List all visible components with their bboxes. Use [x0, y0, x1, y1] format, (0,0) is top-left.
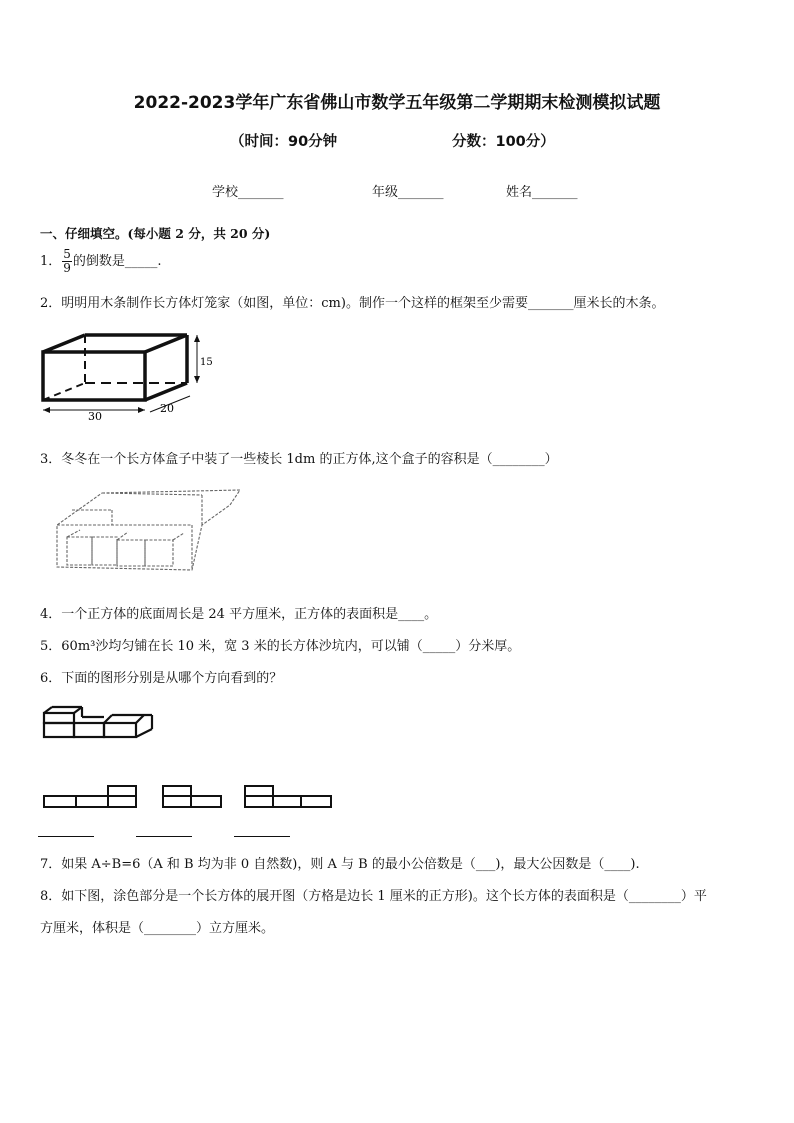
fraction-denominator: 9	[63, 261, 71, 275]
question-4: 4．一个正方体的底面周长是 24 平方厘米，正方体的表面积是____。	[40, 607, 438, 622]
height-label: 15	[200, 357, 213, 368]
exam-score: 分数：100分）	[452, 134, 555, 150]
question-7: 7．如果 A÷B=6（A 和 B 均为非 0 自然数)，则 A 与 B 的最小公倍数是（___)，最大公因数是（____).	[40, 857, 640, 872]
view-figures	[40, 784, 340, 810]
fraction-numerator: 5	[63, 247, 71, 261]
hidden-depth-edge	[43, 383, 85, 400]
name-field: 姓名_______	[506, 185, 578, 200]
question-5: 5．60m³沙均匀铺在长 10 米，宽 3 米的长方体沙坑内，可以铺（_____）分米厚。	[40, 639, 521, 654]
grade-field: 年级_______	[372, 185, 444, 200]
blocks-3d-figure	[40, 705, 160, 741]
question-6: 6．下面的图形分别是从哪个方向看到的？	[40, 671, 283, 686]
open-box-figure	[52, 485, 242, 575]
question-1-text: 的倒数是_____.	[72, 254, 162, 269]
view-1	[44, 786, 136, 807]
cube	[67, 537, 92, 565]
question-8-line-2: 方厘米，体积是（________）立方厘米。	[40, 921, 275, 936]
question-2: 2．明明用木条制作长方体灯笼家（如图，单位：cm)。制作一个这样的框架至少需要_______厘米长的木条。	[40, 296, 665, 311]
answer-line-1[interactable]	[38, 836, 94, 837]
box-outline	[57, 490, 240, 570]
fraction	[62, 248, 72, 275]
section-heading: 一、仔细填空。(每小题 2 分，共 20 分)	[40, 226, 271, 241]
question-3: 3．冬冬在一个长方体盒子中装了一些棱长 1dm 的正方体,这个盒子的容积是（________）	[40, 452, 558, 467]
question-1	[40, 248, 162, 275]
exam-time: （时间：90分钟	[230, 134, 338, 150]
view-3	[245, 786, 331, 807]
school-field: 学校_______	[212, 185, 284, 200]
cuboid-top-right-edge	[145, 335, 187, 352]
cube	[92, 537, 117, 565]
view-2	[163, 786, 221, 807]
length-label: 30	[88, 410, 102, 423]
cube	[117, 540, 145, 566]
width-label: 20	[160, 402, 174, 415]
page-title: 2022-2023学年广东省佛山市数学五年级第二学期期末检测模拟试题	[133, 93, 661, 113]
answer-line-3[interactable]	[234, 836, 290, 837]
cuboid-top-left-edge	[43, 335, 85, 352]
cuboid-figure	[38, 330, 218, 425]
cuboid-bottom-right-edge	[145, 383, 187, 400]
answer-line-2[interactable]	[136, 836, 192, 837]
cube	[145, 540, 173, 566]
question-8-line-1: 8．如下图，涂色部分是一个长方体的展开图（方格是边长 1 厘米的正方形)。这个长方体的表面积是（________）平	[40, 889, 707, 904]
question-1-number: 1．	[40, 254, 62, 269]
